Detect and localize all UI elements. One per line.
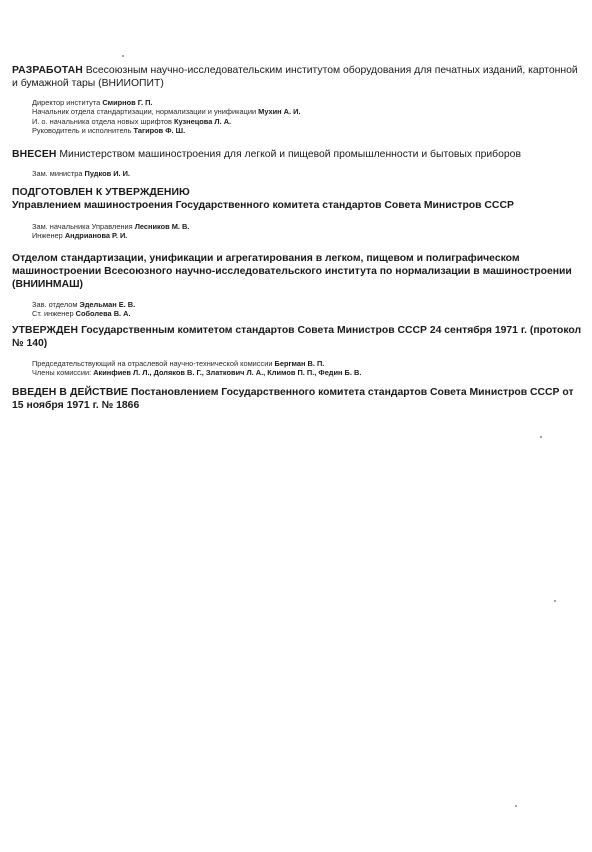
person-line: Члены комиссии: Акинфиев Л. Л., Доляков В. Г., Златкович Л. А., Климов П. П., Федин Б. В. bbox=[32, 368, 362, 378]
person-line: Председательствующий на отраслевой научно-технической комиссии Бергман В. П. bbox=[32, 359, 325, 368]
person-line: Начальник отдела стандартизации, нормализации и унификации Мухин А. И. bbox=[32, 107, 301, 117]
section-developed-heading bbox=[12, 64, 584, 90]
person-line: И. о. начальника отдела новых шрифтов Кузнецова Л. А. bbox=[32, 116, 232, 126]
text-enacted: Постановлением Государственного комитета стандартов Совета Министров СССР от 15 ноября 1971 г. № 1866 bbox=[12, 387, 574, 411]
label-enacted: ВВЕДЕН В ДЕЙСТВИЕ bbox=[12, 387, 129, 398]
section-approved-heading bbox=[12, 324, 584, 350]
scan-speck bbox=[515, 805, 517, 807]
section-prepared bbox=[12, 186, 584, 241]
text-developed: Всесоюзным научно-исследовательским институтом оборудования для печатных изданий, картонной и бумажной тары (ВНИИОПИТ) bbox=[12, 65, 578, 89]
section-enacted bbox=[12, 386, 584, 412]
person-line: Руководитель и исполнитель Тагиров Ф. Ш. bbox=[32, 126, 186, 136]
section-enacted-heading bbox=[12, 386, 584, 412]
text-submitted: Министерством машиностроения для легкой и пищевой промышленности и бытовых приборов bbox=[59, 149, 521, 160]
person-line: Директор института Смирнов Г. П. bbox=[32, 98, 153, 107]
scan-speck bbox=[554, 600, 556, 602]
section-submitted-heading bbox=[12, 148, 584, 161]
section-department bbox=[12, 252, 584, 319]
section-approved bbox=[12, 324, 584, 378]
section-prepared-label-line bbox=[12, 186, 584, 199]
scan-speck bbox=[540, 436, 542, 438]
person-line: Зам. начальника Управления Лесников М. В. bbox=[32, 222, 190, 231]
scan-speck bbox=[122, 55, 124, 57]
person-line: Ст. инженер Соболева В. А. bbox=[32, 309, 131, 319]
label-approved: УТВЕРЖДЕН bbox=[12, 325, 79, 336]
label-submitted: ВНЕСЕН bbox=[12, 149, 57, 160]
person-line: Зав. отделом Эдельман Е. В. bbox=[32, 300, 136, 309]
section-prepared-text: Управлением машиностроения Государственного комитета стандартов Совета Министров СССР bbox=[12, 200, 514, 211]
text-approved: Государственным комитетом стандартов Совета Министров СССР 24 сентября 1971 г. (протокол № 140) bbox=[12, 325, 582, 349]
section-department-text: Отделом стандартизации, унификации и агрегатирования в легком, пищевом и полиграфическом машиностроении Всесоюзного научно-исследовательского института по нормализации в машиностроении (ВНИИНМАШ) bbox=[12, 253, 572, 290]
label-prepared: ПОДГОТОВЛЕН К УТВЕРЖДЕНИЮ bbox=[12, 187, 190, 198]
label-developed: РАЗРАБОТАН bbox=[12, 65, 83, 76]
person-line: Зам. министра Пудков И. И. bbox=[32, 169, 130, 178]
person-line: Инженер Андрианова Р. И. bbox=[32, 231, 128, 241]
section-submitted bbox=[12, 148, 584, 178]
section-developed bbox=[12, 64, 584, 136]
